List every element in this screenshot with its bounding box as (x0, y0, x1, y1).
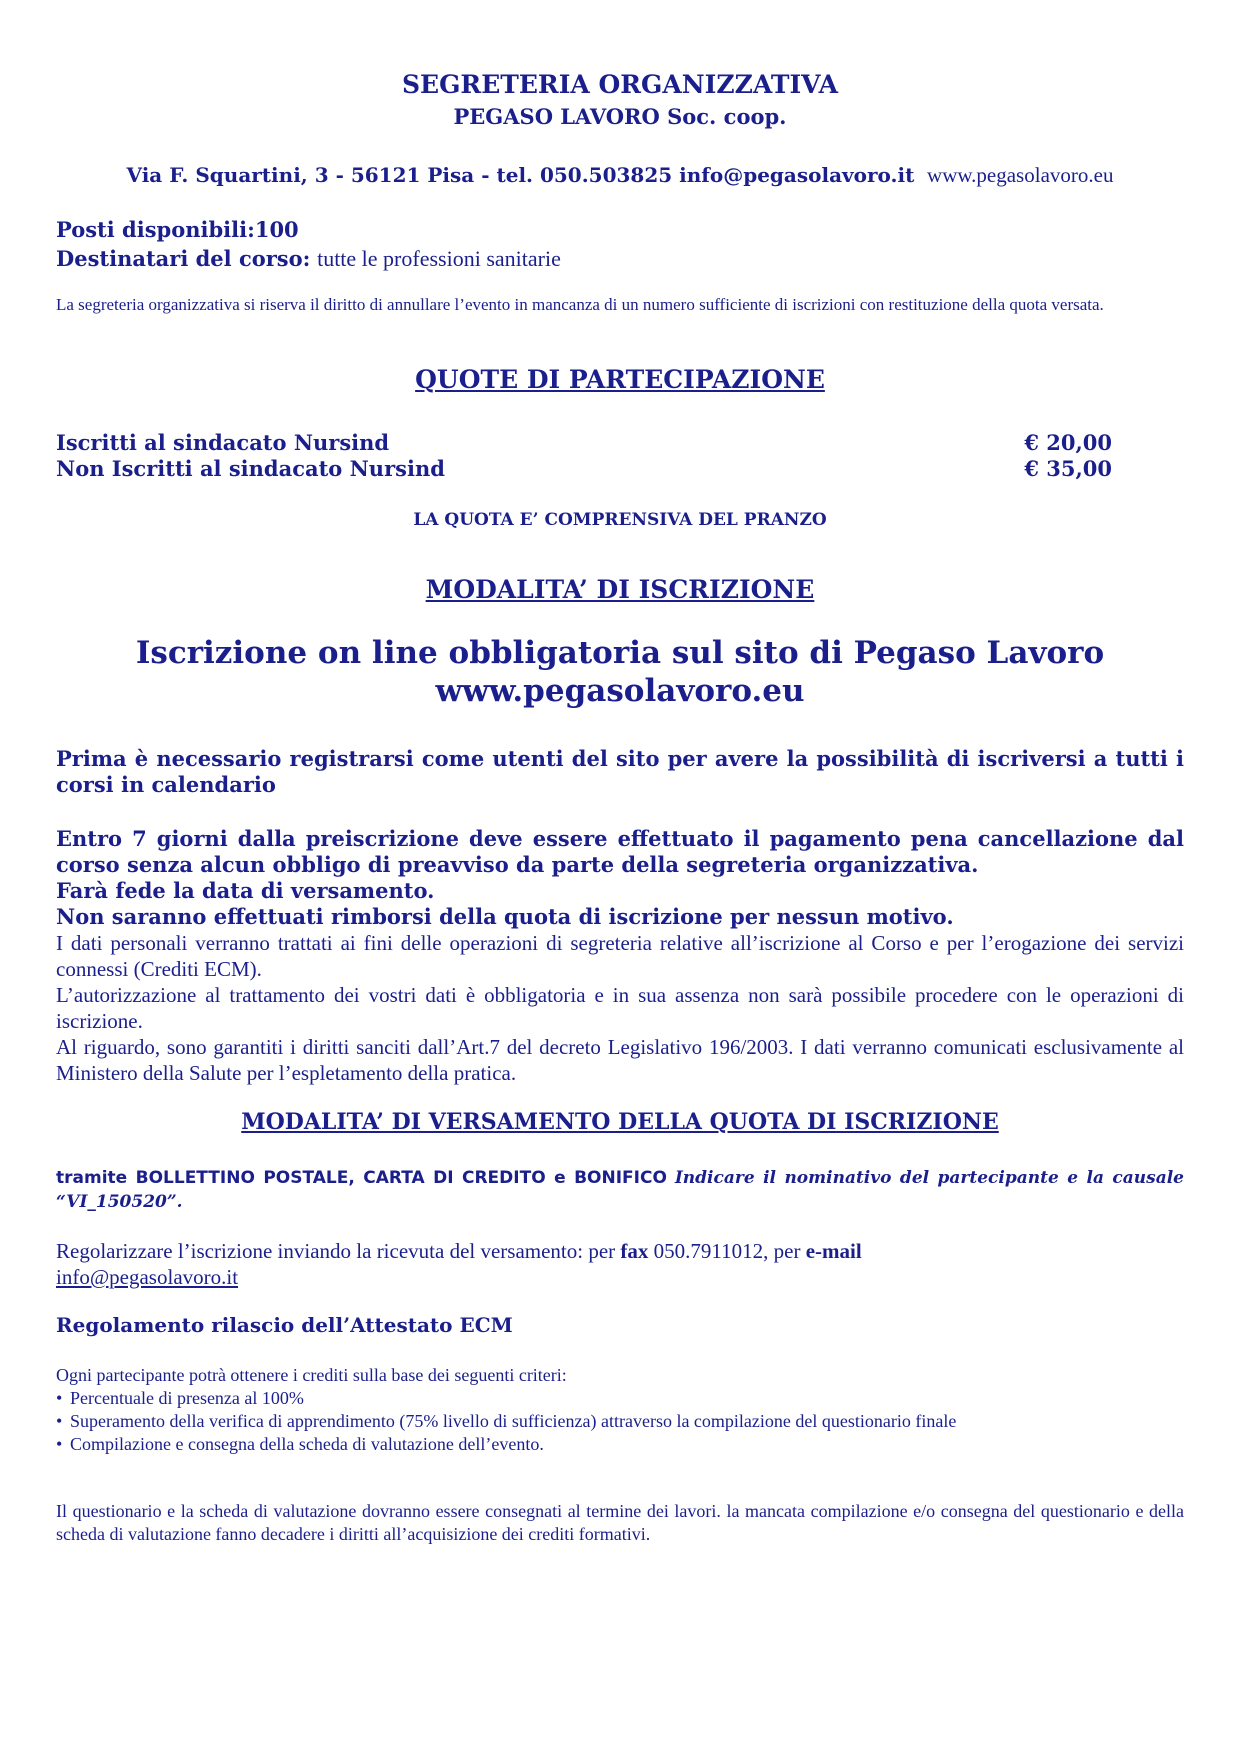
fee-amount: € 35,00 (1024, 456, 1112, 481)
riserva-notice: La segreteria organizzativa si riserva il diritto di annullare l’evento in mancanza di un numero sufficiente di iscrizioni con restituzione della quota versata. (56, 295, 1104, 314)
fee-label: Non Iscritti al sindacato Nursind (56, 456, 445, 481)
payment-terms-block (56, 826, 1184, 1086)
address-text: Via F. Squartini, 3 - 56121 Pisa - tel. 050.503825 info@pegasolavoro.it (126, 163, 915, 187)
fax-number: 050.7911012, per (653, 1239, 801, 1263)
website-link[interactable]: www.pegasolavoro.eu (927, 163, 1114, 187)
regolarizzare-text (56, 1238, 1184, 1290)
payment-methods (56, 1166, 1184, 1214)
ecm-intro: Ogni partecipante potrà ottenere i crediti sulla base dei seguenti criteri: (56, 1365, 567, 1385)
fee-label: Iscritti al sindacato Nursind (56, 430, 390, 455)
criterion-text: Superamento della verifica di apprendimento (75% livello di sufficienza) attraverso la compilazione del questionario finale (70, 1411, 957, 1431)
privacy-data-text: I dati personali verranno trattati ai fini delle operazioni di segreteria relative all’iscrizione al Corso e per l’erogazione dei servizi connessi (Crediti ECM). (56, 931, 1184, 981)
contact-line (56, 162, 1184, 188)
payment-causale: Indicare il nominativo del partecipante e la causale “VI_150520”. (56, 1168, 1185, 1212)
destinatari-label: Destinatari del corso: (56, 246, 311, 271)
online-registration-website[interactable]: www.pegasolavoro.eu (435, 673, 805, 709)
ecm-final-note: Il questionario e la scheda di valutazione dovranno essere consegnati al termine dei lavori. la mancata compilazione e/o consegna del questionario e della scheda di valutazione fanno decadere i diritti all’acquisizione dei crediti formativi. (56, 1501, 1184, 1544)
bullet-icon: • (56, 1388, 63, 1408)
page-title: SEGRETERIA ORGANIZZATIVA (401, 70, 839, 99)
fax-label: fax (620, 1239, 649, 1263)
pranzo-note: LA QUOTA E’ COMPRENSIVA DEL PRANZO (413, 510, 827, 530)
bullet-icon: • (56, 1411, 63, 1431)
ecm-criteria (56, 1364, 1184, 1456)
payment-methods-list: tramite BOLLETTINO POSTALE, CARTA DI CREDITO e BONIFICO (56, 1168, 667, 1188)
posti-disponibili: Posti disponibili:100 (56, 217, 299, 242)
destinatari (56, 245, 1184, 273)
email-label: e-mail (805, 1239, 862, 1263)
no-refund-note: Non saranno effettuati rimborsi della quota di iscrizione per nessun motivo. (56, 904, 954, 929)
criteria-list (56, 1387, 1184, 1456)
criterion-text: Percentuale di presenza al 100% (70, 1388, 304, 1408)
online-registration-line: Iscrizione on line obbligatoria sul sito di Pegaso Lavoro (135, 635, 1105, 671)
destinatari-value: tutte le professioni sanitarie (317, 246, 561, 271)
regol-prefix: Regolarizzare l’iscrizione inviando la ricevuta del versamento: per (56, 1239, 616, 1263)
quote-heading: QUOTE DI PARTECIPAZIONE (415, 365, 825, 394)
organization-name: PEGASO LAVORO Soc. coop. (453, 104, 787, 129)
privacy-authorization-text: L’autorizzazione al trattamento dei vostri dati è obbligatoria e in sua assenza non sarà possibile procedere con le operazioni di iscrizione. (56, 983, 1184, 1033)
payment-deadline: Entro 7 giorni dalla preiscrizione deve essere effettuato il pagamento pena cancellazione dal corso senza alcun obbligo di preavviso da parte della segreteria organizzativa. (56, 826, 1184, 877)
versamento-heading: MODALITA’ DI VERSAMENTO DELLA QUOTA DI ISCRIZIONE (241, 1109, 999, 1135)
list-item (56, 1387, 1184, 1410)
ecm-heading: Regolamento rilascio dell’Attestato ECM (56, 1313, 513, 1337)
list-item (56, 1433, 1184, 1456)
email-link[interactable]: info@pegasolavoro.it (56, 1265, 239, 1289)
criterion-text: Compilazione e consegna della scheda di valutazione dell’evento. (70, 1434, 544, 1454)
bullet-icon: • (56, 1434, 63, 1454)
list-item (56, 1410, 1184, 1433)
payment-date-note: Farà fede la data di versamento. (56, 878, 435, 903)
fee-amount: € 20,00 (1024, 430, 1112, 455)
iscrizione-heading: MODALITA’ DI ISCRIZIONE (425, 575, 815, 604)
privacy-rights-text: Al riguardo, sono garantiti i diritti sanciti dall’Art.7 del decreto Legislativo 196/2003. I dati verranno comunicati esclusivamente al Ministero della Salute per l’espletamento della pratica. (56, 1035, 1184, 1085)
registration-requirement: Prima è necessario registrarsi come utenti del sito per avere la possibilità di iscriversi a tutti i corsi in calendario (56, 746, 1184, 797)
